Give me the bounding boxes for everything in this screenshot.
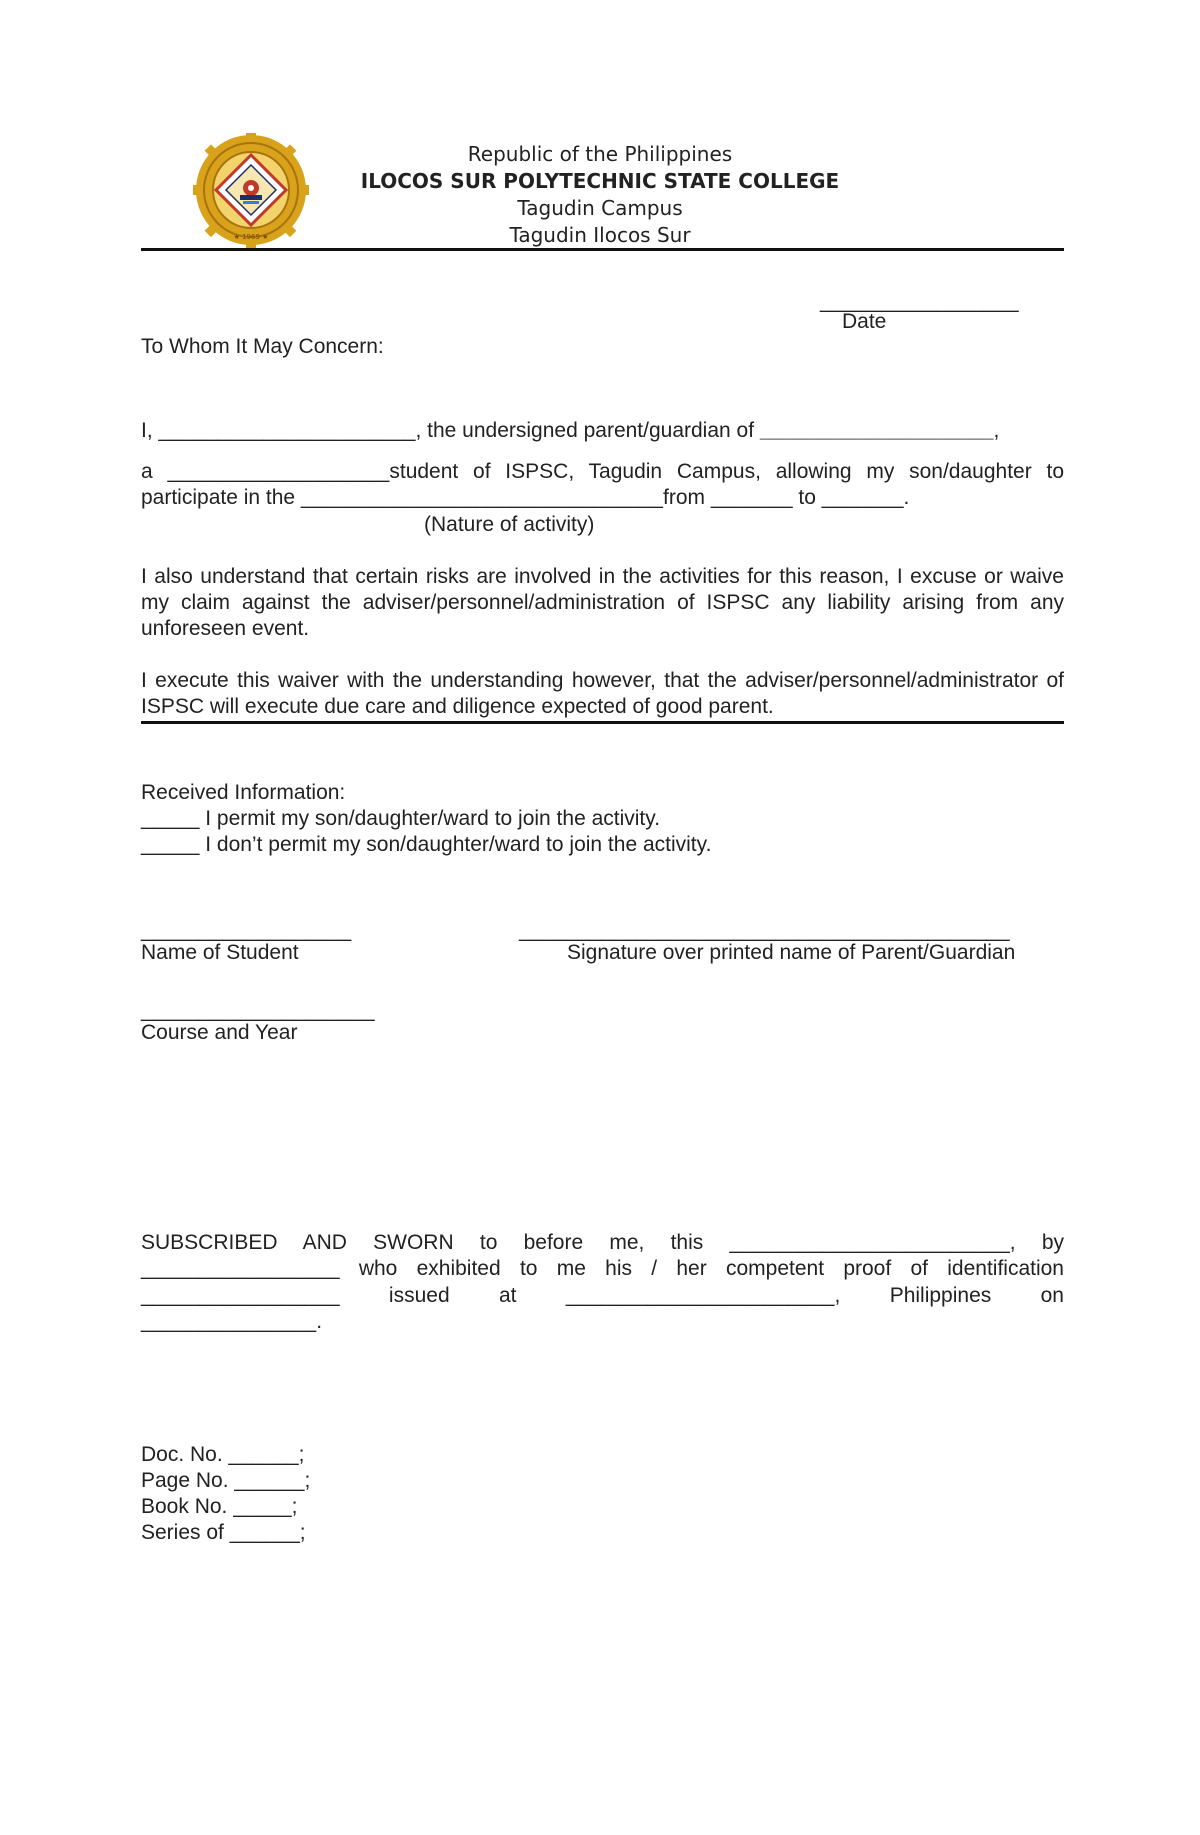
parent-signature-label: Signature over printed name of Parent/Guardian — [567, 941, 1016, 964]
p1-i-label: I, — [141, 419, 153, 442]
p1-comma: , — [993, 419, 1000, 442]
series-of: Series of ______; — [141, 1521, 306, 1544]
parent-name-blank[interactable]: ______________________ — [158, 419, 416, 442]
salutation: To Whom It May Concern: — [141, 335, 384, 358]
college-address: Tagudin Ilocos Sur — [509, 223, 691, 247]
parent-signature-line[interactable]: __________________________________________ — [519, 919, 1010, 942]
date-label: Date — [842, 310, 887, 333]
p1-line3: participate in the _______________________________from _______ to _______. — [141, 486, 910, 509]
jurat-line2: _________________ who exhibited to me his / her competent proof of identification — [141, 1257, 1064, 1280]
student-name-label: Name of Student — [141, 941, 299, 964]
page-no: Page No. ______; — [141, 1469, 311, 1492]
student-name-line[interactable]: __________________ — [141, 919, 352, 942]
received-info-title: Received Information: — [141, 781, 346, 804]
jurat-line4: _______________. — [141, 1310, 323, 1333]
course-year-label: Course and Year — [141, 1021, 298, 1044]
waiver-paragraph: I execute this waiver with the understanding however, that the adviser/personnel/administrator of ISPSC will execute due care and diligence expected of good parent. — [141, 669, 1064, 718]
permit-option[interactable]: _____ I permit my son/daughter/ward to join the activity. — [141, 807, 661, 830]
jurat-line1: SUBSCRIBED AND SWORN to before me, this ________________________, by — [141, 1231, 1064, 1254]
student-name-blank[interactable]: ____________________ — [759, 419, 994, 442]
campus-name: Tagudin Campus — [517, 196, 683, 220]
header-divider — [141, 248, 1064, 251]
book-no: Book No. _____; — [141, 1495, 298, 1518]
jurat-line3: _________________ issued at _______________________, Philippines on — [141, 1284, 1064, 1307]
risk-paragraph: I also understand that certain risks are involved in the activities for this reason, I excuse or waive my claim against the adviser/personnel/administration of ISPSC any liability arising from any unforeseen event. — [141, 565, 1064, 640]
course-year-line[interactable]: ____________________ — [141, 999, 375, 1022]
not-permit-option[interactable]: _____ I don’t permit my son/daughter/ward to join the activity. — [141, 833, 712, 856]
p1-parent-guardian-text: , the undersigned parent/guardian of — [415, 419, 755, 442]
republic-heading: Republic of the Philippines — [467, 142, 733, 166]
college-name: ILOCOS SUR POLYTECHNIC STATE COLLEGE — [360, 169, 840, 193]
date-blank-line[interactable]: _________________ — [820, 290, 1019, 313]
body-divider — [141, 721, 1064, 724]
svg-text:★ 1969 ★: ★ 1969 ★ — [233, 233, 269, 241]
doc-no: Doc. No. ______; — [141, 1443, 305, 1466]
p1-line1-prefix — [141, 418, 999, 444]
p1-line2: a ___________________student of ISPSC, Tagudin Campus, allowing my son/daughter to — [141, 460, 1064, 483]
nature-of-activity-label: (Nature of activity) — [424, 513, 595, 536]
